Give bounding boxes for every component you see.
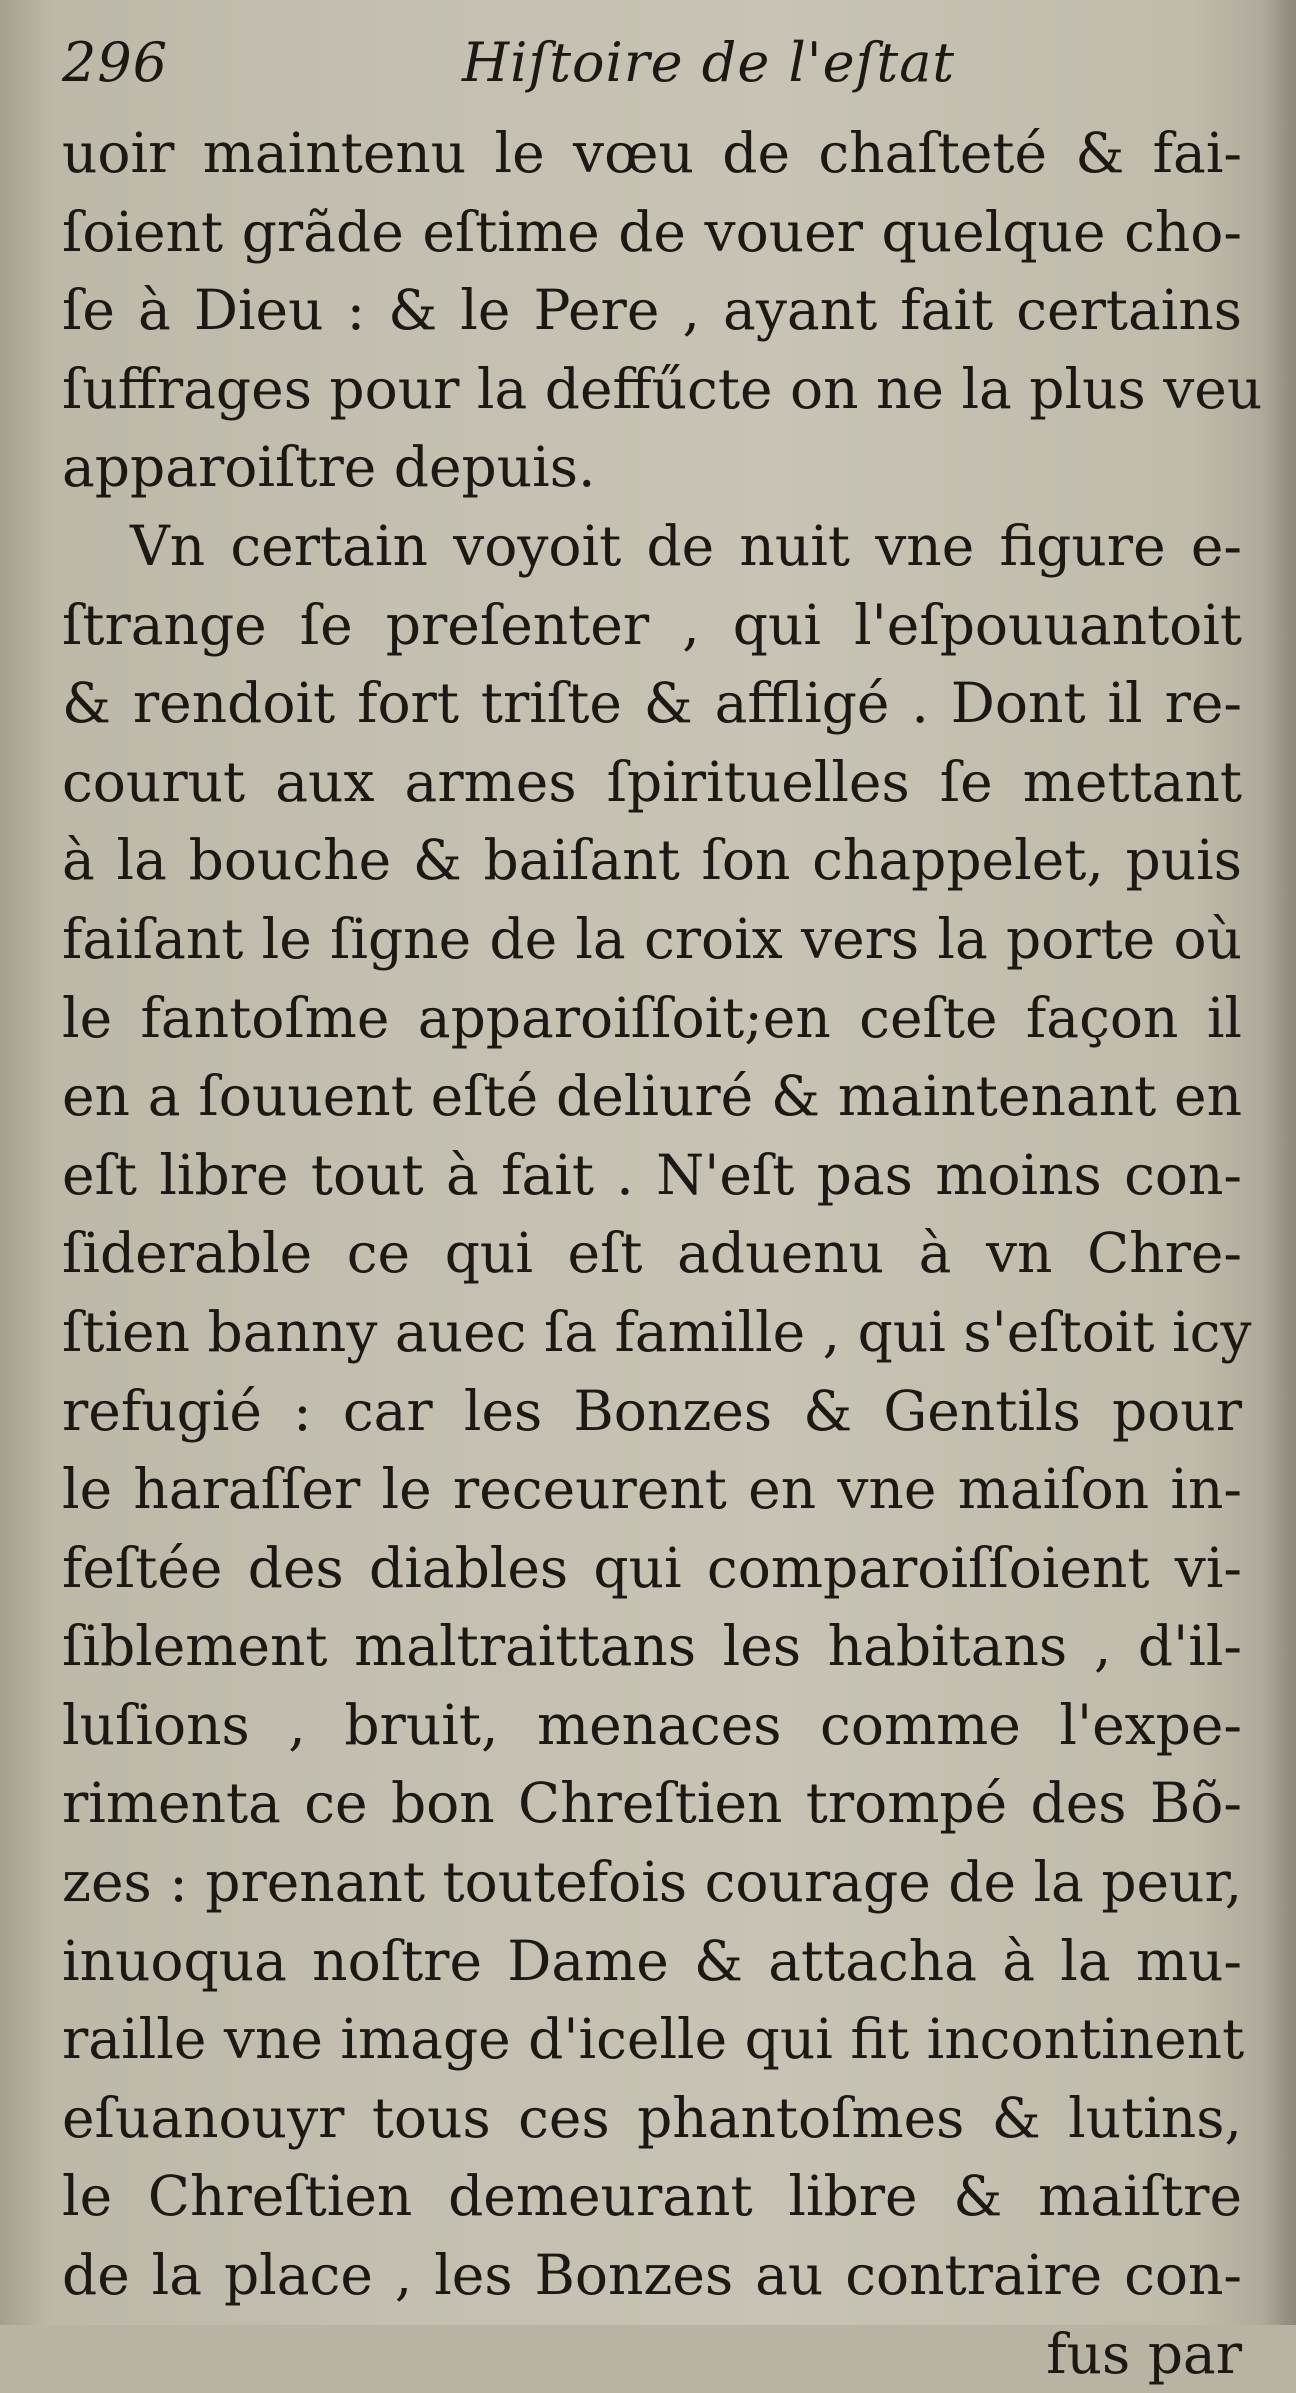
text-line: courut aux armes ſpirituelles ſe mettant xyxy=(62,749,1242,814)
text-line: ſiblement maltraittans les habitans , d'il- xyxy=(62,1614,1242,1679)
text-line: ſoient grãde eſtime de vouer quelque cho- xyxy=(62,199,1242,264)
text-line: zes : prenant toutefois courage de la peur, xyxy=(62,1850,1243,1915)
text-line: eſt libre tout à fait . N'eſt pas moins con- xyxy=(62,1142,1242,1207)
paragraph-start-line: Vn certain voyoit de nuit vne figure e- xyxy=(130,513,1242,578)
text-line: feſtée des diables qui comparoiſſoient vi- xyxy=(62,1535,1242,1600)
page-number: 296 xyxy=(62,31,169,94)
text-line: uoir maintenu le vœu de chaſteté & fai- xyxy=(62,121,1242,185)
text-line: apparoiſtre depuis. xyxy=(62,435,596,500)
text-line: eſuanouyr tous ces phantoſmes & lutins, xyxy=(62,2085,1242,2150)
text-line: le haraſſer le receurent en vne maiſon in- xyxy=(62,1457,1242,1522)
text-line: rimenta ce bon Chreſtien trompé des Bõ- xyxy=(62,1771,1242,1836)
text-line: faiſant le ſigne de la croix vers la porte où xyxy=(62,906,1242,971)
text-line: ſe à Dieu : & le Pere , ayant fait certains xyxy=(62,278,1242,343)
text-line: ſtien banny auec ſa famille , qui s'eſtoit icy xyxy=(62,1299,1252,1364)
text-line: inuoqua noſtre Dame & attacha à la mu- xyxy=(62,1928,1242,1993)
text-line: à la bouche & baiſant ſon chappelet, puis xyxy=(62,828,1242,893)
page-edge-shadow xyxy=(1262,0,1296,2325)
text-line: le Chreſtien demeurant libre & maiſtre xyxy=(62,2164,1242,2229)
text-line: ſiderable ce qui eſt aduenu à vn Chre- xyxy=(62,1221,1242,1286)
text-line: refugié : car les Bonzes & Gentils pour xyxy=(62,1378,1242,1443)
text-line: luſions , bruit, menaces comme l'expe- xyxy=(62,1692,1242,1757)
body-text xyxy=(62,114,1263,2393)
text-line: raille vne image d'icelle qui fit incontinent xyxy=(62,2007,1245,2072)
text-line: le fantoſme apparoiſſoit;en ceſte façon il xyxy=(62,985,1242,1050)
text-line: ſuffrages pour la deffűcte on ne la plus veu xyxy=(62,356,1263,421)
running-head: Hiſtoire de l'eſtat xyxy=(462,31,956,94)
text-line: de la place , les Bonzes au contraire con- xyxy=(62,2243,1242,2308)
text-line: ſtrange ſe preſenter , qui l'eſpouuantoit xyxy=(62,592,1242,657)
catchword-line: fus par xyxy=(1046,2321,1242,2386)
text-line: en a ſouuent eſté deliuré & maintenant en xyxy=(62,1064,1242,1129)
page-header xyxy=(62,28,1242,98)
text-line: & rendoit fort triſte & affligé . Dont il re- xyxy=(62,671,1242,736)
